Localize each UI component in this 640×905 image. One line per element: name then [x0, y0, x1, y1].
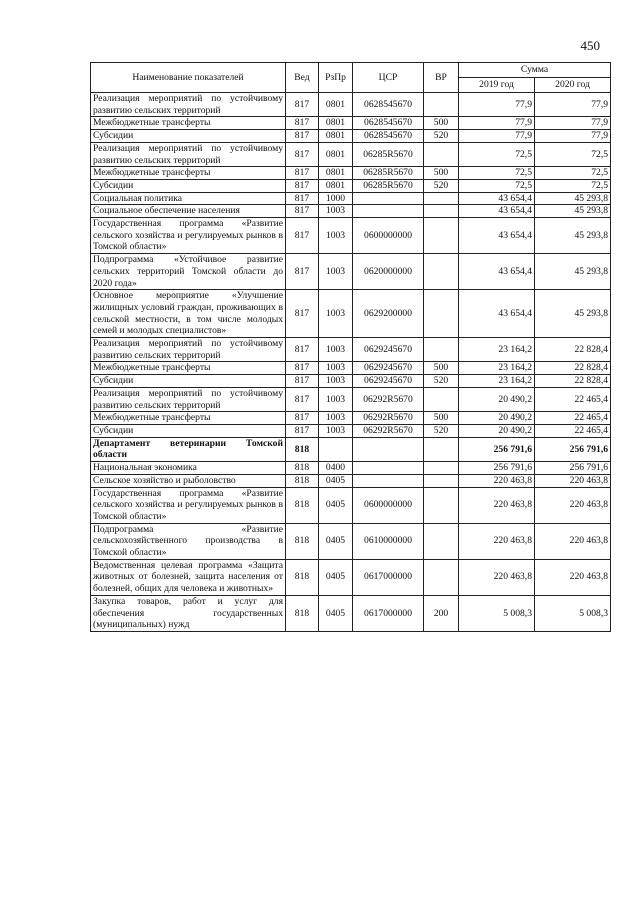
table-row — [91, 474, 611, 487]
cell-sum-2020: 72,5 — [535, 179, 611, 192]
cell-ved: 817 — [286, 192, 319, 205]
page-number: 450 — [580, 38, 600, 53]
cell-rzpr: 0801 — [319, 142, 353, 166]
cell-sum-2019: 20 490,2 — [459, 387, 535, 411]
cell-rzpr: 1003 — [319, 362, 353, 375]
cell-vr — [424, 93, 459, 117]
cell-rzpr: 1003 — [319, 375, 353, 388]
cell-sum-2019: 43 654,4 — [459, 205, 535, 218]
header-rzpr: РзПр — [319, 63, 353, 93]
cell-vr — [424, 462, 459, 475]
cell-name: Межбюджетные трансферты — [91, 167, 286, 180]
cell-sum-2020: 22 828,4 — [535, 362, 611, 375]
cell-sum-2019: 256 791,6 — [459, 462, 535, 475]
cell-name: Основное мероприятие «Улучшение жилищных условий граждан, проживающих в сельской местности, в том числе молодых семей и молодых специалистов» — [91, 290, 286, 338]
cell-rzpr — [319, 437, 353, 461]
cell-name: Государственная программа «Развитие сельского хозяйства и регулируемых рынков в Томской области» — [91, 487, 286, 523]
cell-rzpr: 0405 — [319, 474, 353, 487]
cell-csr — [353, 474, 424, 487]
cell-sum-2020: 256 791,6 — [535, 462, 611, 475]
cell-ved: 818 — [286, 474, 319, 487]
cell-rzpr: 1003 — [319, 205, 353, 218]
cell-sum-2019: 43 654,4 — [459, 218, 535, 254]
table-row — [91, 192, 611, 205]
cell-sum-2019: 220 463,8 — [459, 487, 535, 523]
cell-name: Сельское хозяйство и рыболовство — [91, 474, 286, 487]
cell-vr: 500 — [424, 117, 459, 130]
cell-sum-2019: 77,9 — [459, 93, 535, 117]
cell-csr: 0628545670 — [353, 93, 424, 117]
cell-sum-2019: 20 490,2 — [459, 412, 535, 425]
cell-vr: 520 — [424, 424, 459, 437]
cell-sum-2019: 77,9 — [459, 130, 535, 143]
cell-csr: 0629245670 — [353, 375, 424, 388]
cell-name: Национальная экономика — [91, 462, 286, 475]
cell-rzpr: 0801 — [319, 167, 353, 180]
cell-ved: 817 — [286, 117, 319, 130]
table-row — [91, 218, 611, 254]
cell-vr — [424, 474, 459, 487]
cell-ved: 818 — [286, 523, 319, 559]
cell-sum-2019: 77,9 — [459, 117, 535, 130]
cell-rzpr: 1003 — [319, 424, 353, 437]
cell-csr: 0600000000 — [353, 487, 424, 523]
cell-rzpr: 0801 — [319, 93, 353, 117]
cell-csr — [353, 462, 424, 475]
header-sum: Сумма — [459, 63, 611, 78]
cell-sum-2020: 72,5 — [535, 167, 611, 180]
cell-csr — [353, 192, 424, 205]
table-row — [91, 167, 611, 180]
table-row — [91, 93, 611, 117]
cell-name: Субсидии — [91, 130, 286, 143]
cell-sum-2020: 45 293,8 — [535, 218, 611, 254]
cell-sum-2020: 220 463,8 — [535, 523, 611, 559]
header-name: Наименование показателей — [91, 63, 286, 93]
cell-sum-2019: 23 164,2 — [459, 338, 535, 362]
cell-vr — [424, 142, 459, 166]
cell-sum-2020: 77,9 — [535, 93, 611, 117]
table-row — [91, 338, 611, 362]
cell-ved: 817 — [286, 218, 319, 254]
cell-csr: 0617000000 — [353, 595, 424, 631]
cell-vr — [424, 254, 459, 290]
cell-rzpr: 1000 — [319, 192, 353, 205]
cell-sum-2020: 45 293,8 — [535, 254, 611, 290]
cell-vr — [424, 387, 459, 411]
table-row — [91, 487, 611, 523]
cell-rzpr: 0405 — [319, 595, 353, 631]
cell-ved: 817 — [286, 93, 319, 117]
cell-csr: 0629245670 — [353, 362, 424, 375]
cell-ved: 818 — [286, 559, 319, 595]
cell-rzpr: 1003 — [319, 387, 353, 411]
table-row — [91, 412, 611, 425]
cell-name: Реализация мероприятий по устойчивому развитию сельских территорий — [91, 142, 286, 166]
table-row — [91, 437, 611, 461]
cell-vr: 500 — [424, 362, 459, 375]
cell-csr: 0628545670 — [353, 117, 424, 130]
cell-name: Реализация мероприятий по устойчивому развитию сельских территорий — [91, 387, 286, 411]
header-ved: Вед — [286, 63, 319, 93]
cell-sum-2019: 256 791,6 — [459, 437, 535, 461]
header-2020: 2020 год — [535, 78, 611, 93]
cell-vr — [424, 338, 459, 362]
cell-ved: 817 — [286, 254, 319, 290]
cell-vr: 500 — [424, 412, 459, 425]
cell-rzpr: 0405 — [319, 523, 353, 559]
cell-rzpr: 0405 — [319, 487, 353, 523]
cell-sum-2020: 220 463,8 — [535, 474, 611, 487]
cell-sum-2020: 22 465,4 — [535, 412, 611, 425]
cell-vr: 520 — [424, 375, 459, 388]
cell-csr: 06285R5670 — [353, 167, 424, 180]
cell-name: Межбюджетные трансферты — [91, 117, 286, 130]
cell-rzpr: 0801 — [319, 117, 353, 130]
cell-name: Закупка товаров, работ и услуг для обеспечения государственных (муниципальных) нужд — [91, 595, 286, 631]
cell-ved: 818 — [286, 595, 319, 631]
cell-rzpr: 1003 — [319, 412, 353, 425]
cell-vr — [424, 218, 459, 254]
cell-name: Подпрограмма «Развитие сельскохозяйственного производства в Томской области» — [91, 523, 286, 559]
cell-name: Ведомственная целевая программа «Защита животных от болезней, защита населения от болезней, общих для человека и животных» — [91, 559, 286, 595]
cell-csr: 0600000000 — [353, 218, 424, 254]
table-row — [91, 290, 611, 338]
cell-ved: 817 — [286, 424, 319, 437]
cell-ved: 818 — [286, 437, 319, 461]
cell-sum-2020: 45 293,8 — [535, 192, 611, 205]
cell-sum-2020: 22 465,4 — [535, 387, 611, 411]
cell-sum-2019: 43 654,4 — [459, 192, 535, 205]
cell-sum-2019: 72,5 — [459, 179, 535, 192]
cell-name: Субсидии — [91, 424, 286, 437]
table-body — [91, 93, 611, 632]
cell-rzpr: 1003 — [319, 254, 353, 290]
cell-ved: 817 — [286, 179, 319, 192]
table-row — [91, 424, 611, 437]
cell-sum-2020: 45 293,8 — [535, 205, 611, 218]
table-row — [91, 179, 611, 192]
cell-csr: 0629200000 — [353, 290, 424, 338]
table-row — [91, 142, 611, 166]
table-row — [91, 205, 611, 218]
cell-vr: 520 — [424, 179, 459, 192]
cell-vr — [424, 487, 459, 523]
cell-sum-2019: 23 164,2 — [459, 375, 535, 388]
cell-rzpr: 1003 — [319, 218, 353, 254]
cell-name: Подпрограмма «Устойчивое развитие сельских территорий Томской области до 2020 года» — [91, 254, 286, 290]
cell-csr — [353, 205, 424, 218]
cell-sum-2019: 5 008,3 — [459, 595, 535, 631]
cell-ved: 817 — [286, 412, 319, 425]
cell-sum-2020: 77,9 — [535, 130, 611, 143]
header-vr: ВР — [424, 63, 459, 93]
cell-csr: 06292R5670 — [353, 412, 424, 425]
cell-csr: 06285R5670 — [353, 179, 424, 192]
cell-ved: 818 — [286, 462, 319, 475]
cell-rzpr: 0801 — [319, 179, 353, 192]
table-row — [91, 387, 611, 411]
cell-csr: 0610000000 — [353, 523, 424, 559]
cell-name: Межбюджетные трансферты — [91, 412, 286, 425]
cell-csr: 0628545670 — [353, 130, 424, 143]
cell-sum-2020: 72,5 — [535, 142, 611, 166]
cell-vr — [424, 205, 459, 218]
table-row — [91, 117, 611, 130]
cell-vr — [424, 523, 459, 559]
cell-sum-2019: 220 463,8 — [459, 559, 535, 595]
header-2019: 2019 год — [459, 78, 535, 93]
cell-sum-2019: 43 654,4 — [459, 290, 535, 338]
cell-ved: 817 — [286, 362, 319, 375]
cell-sum-2020: 22 465,4 — [535, 424, 611, 437]
cell-sum-2020: 22 828,4 — [535, 338, 611, 362]
cell-ved: 817 — [286, 375, 319, 388]
table-row — [91, 595, 611, 631]
table-row — [91, 462, 611, 475]
cell-sum-2020: 22 828,4 — [535, 375, 611, 388]
cell-ved: 817 — [286, 205, 319, 218]
cell-vr: 520 — [424, 130, 459, 143]
cell-rzpr: 0400 — [319, 462, 353, 475]
cell-vr: 500 — [424, 167, 459, 180]
cell-ved: 818 — [286, 487, 319, 523]
cell-sum-2020: 77,9 — [535, 117, 611, 130]
cell-rzpr: 0801 — [319, 130, 353, 143]
table-row — [91, 254, 611, 290]
cell-csr: 0617000000 — [353, 559, 424, 595]
cell-name: Социальное обеспечение населения — [91, 205, 286, 218]
cell-sum-2019: 220 463,8 — [459, 523, 535, 559]
cell-sum-2020: 220 463,8 — [535, 487, 611, 523]
cell-csr: 06292R5670 — [353, 424, 424, 437]
budget-table — [90, 62, 611, 632]
cell-name: Субсидии — [91, 375, 286, 388]
cell-rzpr: 1003 — [319, 338, 353, 362]
cell-name: Департамент ветеринарии Томской области — [91, 437, 286, 461]
cell-ved: 817 — [286, 142, 319, 166]
cell-sum-2019: 72,5 — [459, 167, 535, 180]
header-csr: ЦСР — [353, 63, 424, 93]
cell-sum-2020: 220 463,8 — [535, 559, 611, 595]
cell-name: Реализация мероприятий по устойчивому развитию сельских территорий — [91, 93, 286, 117]
cell-sum-2019: 43 654,4 — [459, 254, 535, 290]
cell-ved: 817 — [286, 130, 319, 143]
cell-rzpr: 1003 — [319, 290, 353, 338]
cell-csr: 06292R5670 — [353, 387, 424, 411]
cell-sum-2020: 45 293,8 — [535, 290, 611, 338]
cell-sum-2019: 72,5 — [459, 142, 535, 166]
cell-rzpr: 0405 — [319, 559, 353, 595]
cell-sum-2020: 256 791,6 — [535, 437, 611, 461]
cell-name: Государственная программа «Развитие сельского хозяйства и регулируемых рынков в Томской области» — [91, 218, 286, 254]
table-row — [91, 523, 611, 559]
cell-vr — [424, 437, 459, 461]
cell-sum-2019: 220 463,8 — [459, 474, 535, 487]
cell-sum-2019: 20 490,2 — [459, 424, 535, 437]
cell-vr — [424, 559, 459, 595]
table-row — [91, 559, 611, 595]
cell-sum-2019: 23 164,2 — [459, 362, 535, 375]
cell-ved: 817 — [286, 167, 319, 180]
cell-name: Социальная политика — [91, 192, 286, 205]
cell-ved: 817 — [286, 338, 319, 362]
cell-csr: 0620000000 — [353, 254, 424, 290]
cell-name: Субсидии — [91, 179, 286, 192]
cell-vr — [424, 290, 459, 338]
cell-name: Реализация мероприятий по устойчивому развитию сельских территорий — [91, 338, 286, 362]
cell-ved: 817 — [286, 290, 319, 338]
cell-vr — [424, 192, 459, 205]
table-row — [91, 130, 611, 143]
cell-csr: 0629245670 — [353, 338, 424, 362]
table-row — [91, 375, 611, 388]
cell-ved: 817 — [286, 387, 319, 411]
cell-csr — [353, 437, 424, 461]
cell-vr: 200 — [424, 595, 459, 631]
cell-name: Межбюджетные трансферты — [91, 362, 286, 375]
cell-sum-2020: 5 008,3 — [535, 595, 611, 631]
table-row — [91, 362, 611, 375]
cell-csr: 06285R5670 — [353, 142, 424, 166]
